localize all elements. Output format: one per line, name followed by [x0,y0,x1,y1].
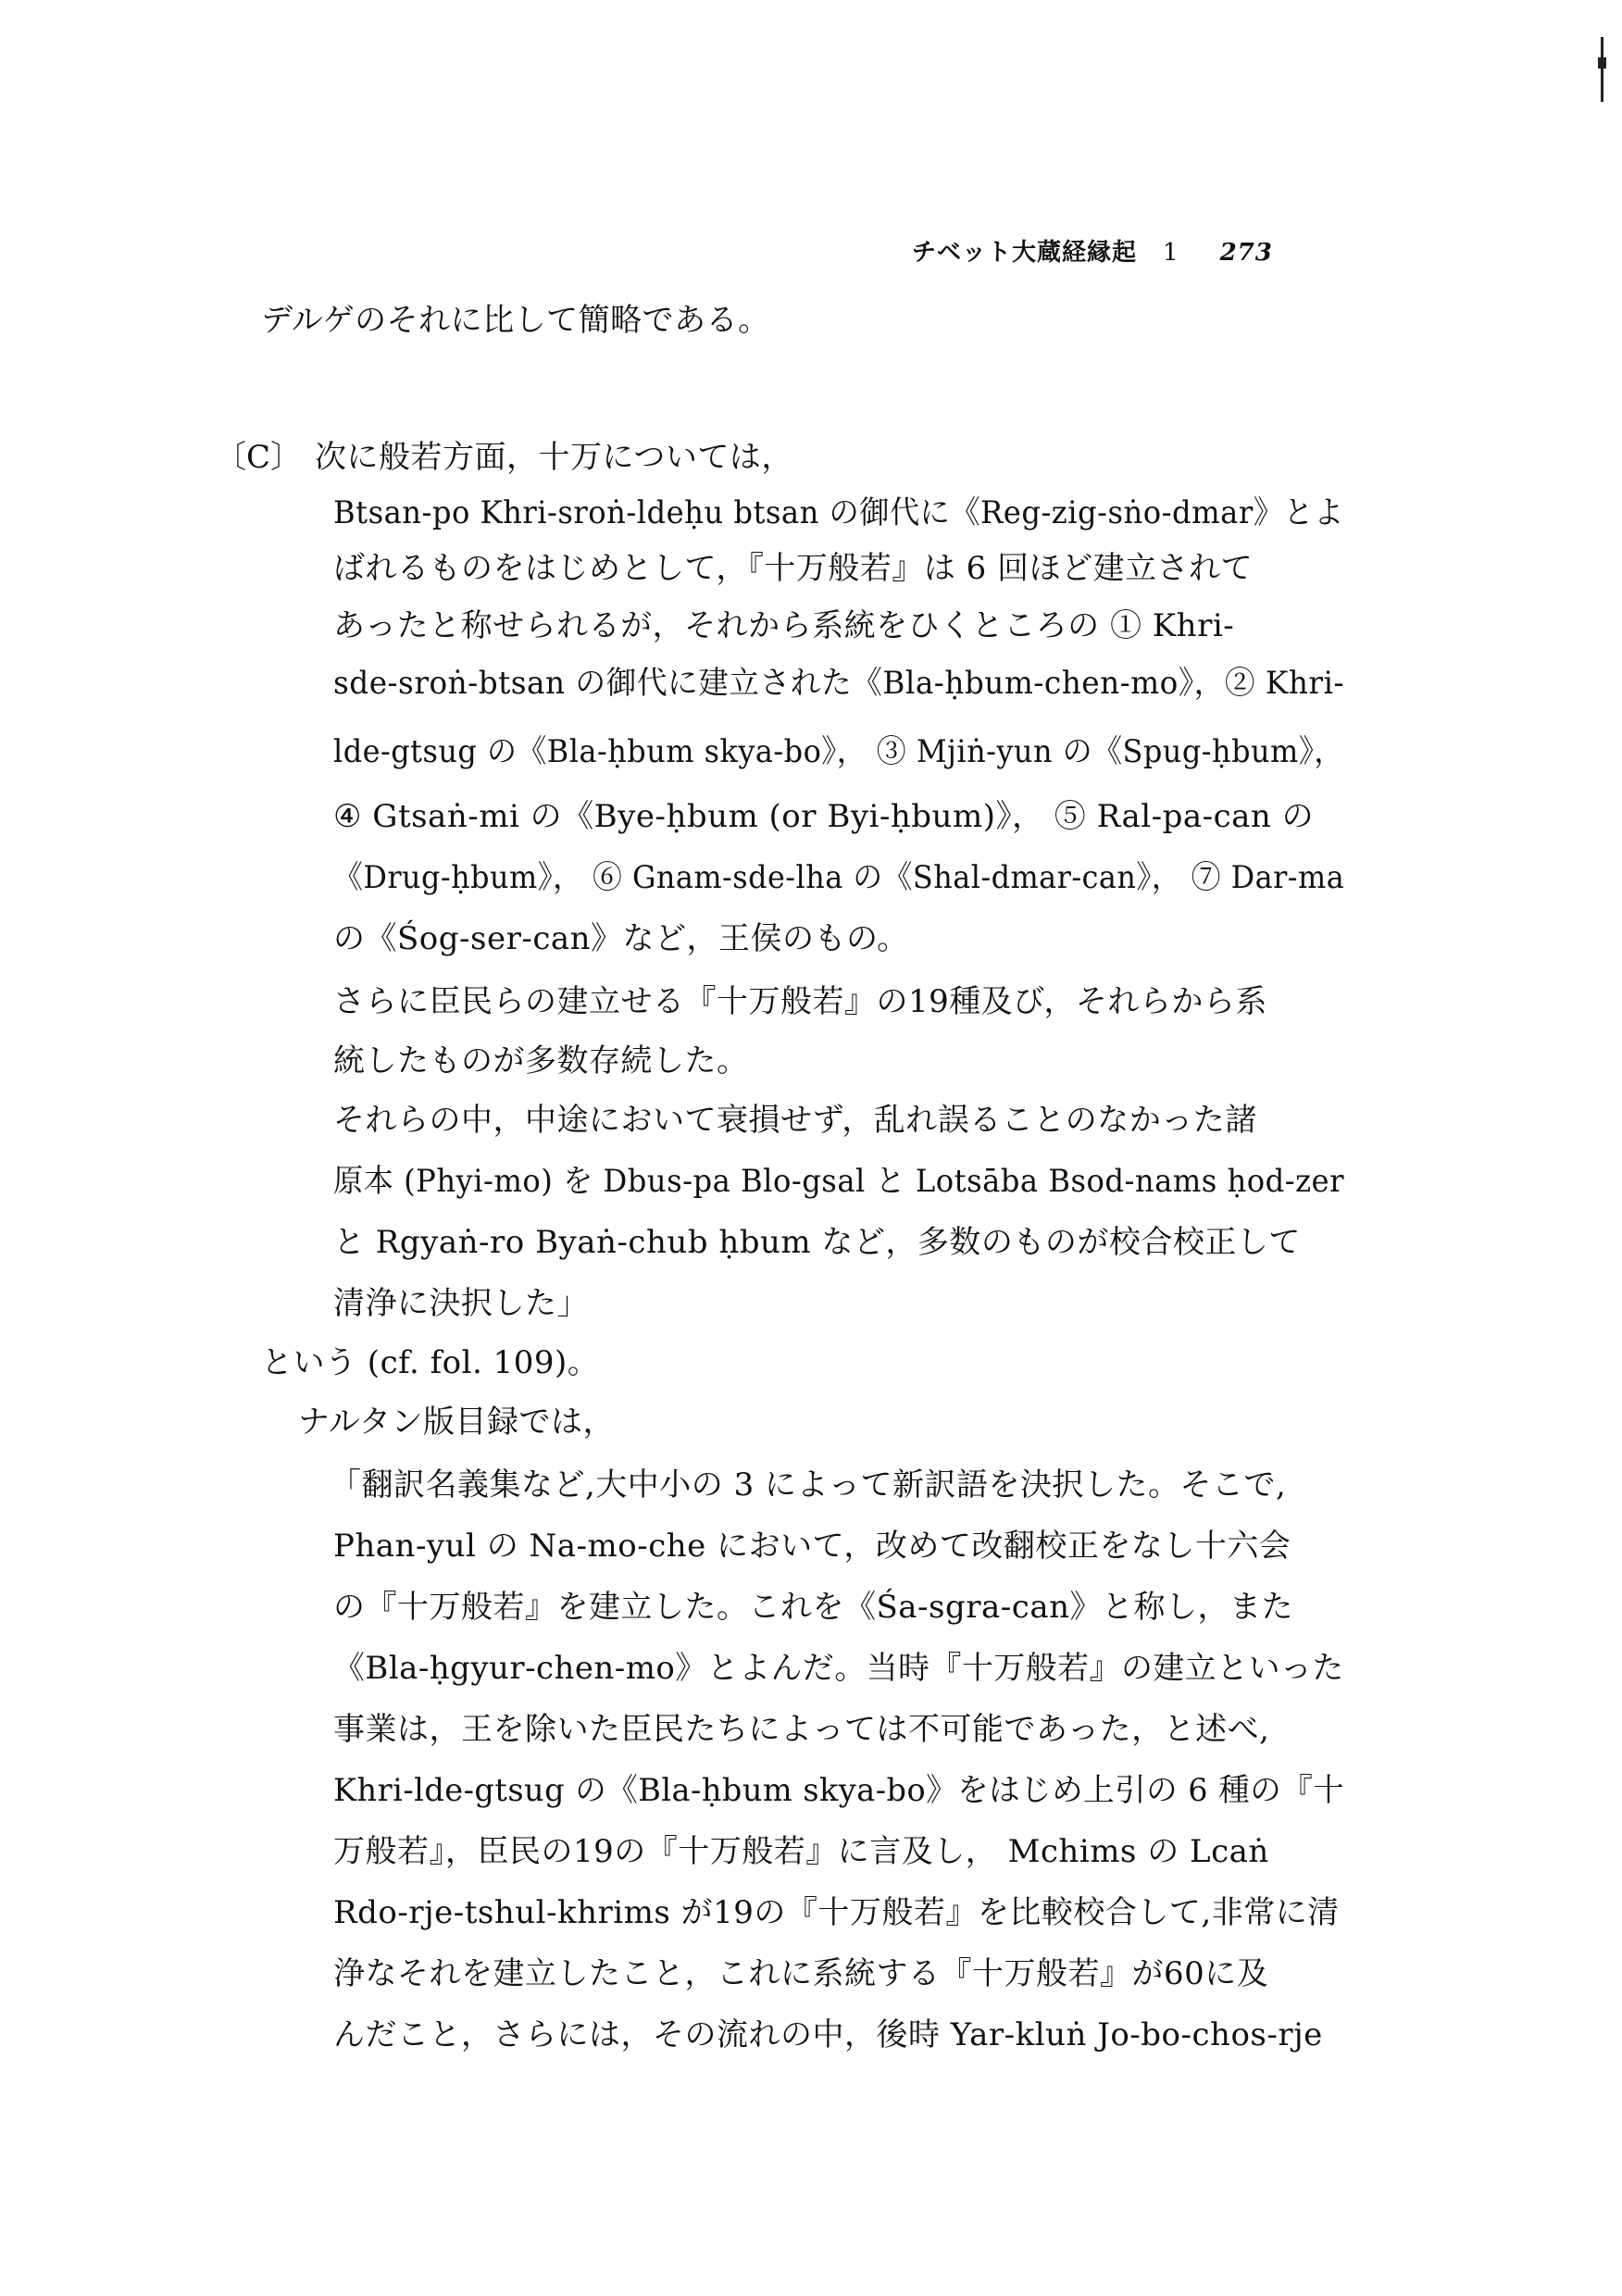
running-head [912,233,1273,268]
text-line: さらに臣民らの建立せる『十万般若』の19種及び，それらから系 [333,983,1267,1020]
text-line: んだこと，さらには，その流れの中，後時 Yar-kluṅ Jo-bo-chos-rje [333,2016,1323,2053]
text-line: Rdo-rje-tshul-khrims が19の『十万般若』を比較校合して,非常に清 [333,1894,1340,1931]
text-line: の『十万般若』を建立した。これを《Śa-sgra-can》と称し，また [333,1589,1293,1626]
text-line: 統したものが多数存続した。 [333,1042,749,1079]
text-line: 事業は，王を除いた臣民たちによっては不可能であった，と述べ, [333,1711,1270,1748]
text-line: 清浄に決択した」 [333,1285,589,1322]
text-line: sde-sroṅ-btsan の御代に建立された《Bla-ḥbum-chen-mo》，② Khri- [333,665,1344,702]
text-line: Khri-lde-gtsug の《Bla-ḥbum skya-bo》をはじめ上引の 6 種の『十 [333,1772,1345,1809]
text-line: Btsan-po Khri-sroṅ-ldeḥu btsan の御代に《Reg-zig-sṅo-dmar》とよ [333,494,1344,531]
text-line: ナルタン版目録では， [298,1404,615,1441]
text-line: 万般若』，臣民の19の『十万般若』に言及し， Mchims の Lcaṅ [333,1833,1269,1870]
margin-mark [1601,37,1603,102]
text-line: あったと称せられるが，それから系統をひくところの ① Khri- [333,607,1235,644]
section-marker: 〔C〕 [215,439,303,476]
page-number: 273 [1219,239,1273,267]
text-line: 《Bla-ḥgyur-chen-mo》とよんだ。当時『十万般若』の建立といった [333,1650,1344,1687]
text-line: 次に般若方面，十万については， [315,439,793,476]
text-line: 《Drug-ḥbum》， ⑥ Gnam-sde-lha の《Shal-dmar-can》， ⑦ Dar-ma [333,859,1345,896]
text-line: デルゲのそれに比して簡略である。 [261,302,770,339]
text-line: と Rgyaṅ-ro Byaṅ-chub ḥbum など，多数のものが校合校正して [333,1224,1301,1261]
volume-number: 1 [1163,239,1179,267]
text-line: ばれるものをはじめとして，『十万般若』は 6 回ほど建立されて [333,550,1254,587]
text-line: 原本 (Phyi-mo) を Dbus-pa Blo-gsal と Lotsāba Bsod-nams ḥod-zer [333,1163,1344,1200]
text-line: という (cf. fol. 109)。 [261,1344,600,1381]
text-line: 「翻訳名義集など,大中小の 3 によって新訳語を決択した。そこで, [330,1466,1287,1504]
text-line: Phan-yul の Na-mo-che において，改めて改翻校正をなし十六会 [333,1528,1291,1565]
running-title: チベット大蔵経縁起 [912,239,1138,267]
text-line: 浄なそれを建立したこと，これに系統する『十万般若』が60に及 [333,1955,1269,1992]
text-line: の《Śog-ser-can》など，王侯のもの。 [333,920,909,957]
text-line: ④ Gtsaṅ-mi の《Bye-ḥbum (or Byi-ḥbum)》， ⑤ Ral-pa-can の [333,798,1315,835]
text-line: それらの中，中途において衰損せず，乱れ誤ることのなかった諸 [333,1102,1257,1139]
text-line: lde-gtsug の《Bla-ḥbum skya-bo》， ③ Mjiṅ-yun の《Spug-ḥbum》， [333,733,1344,770]
